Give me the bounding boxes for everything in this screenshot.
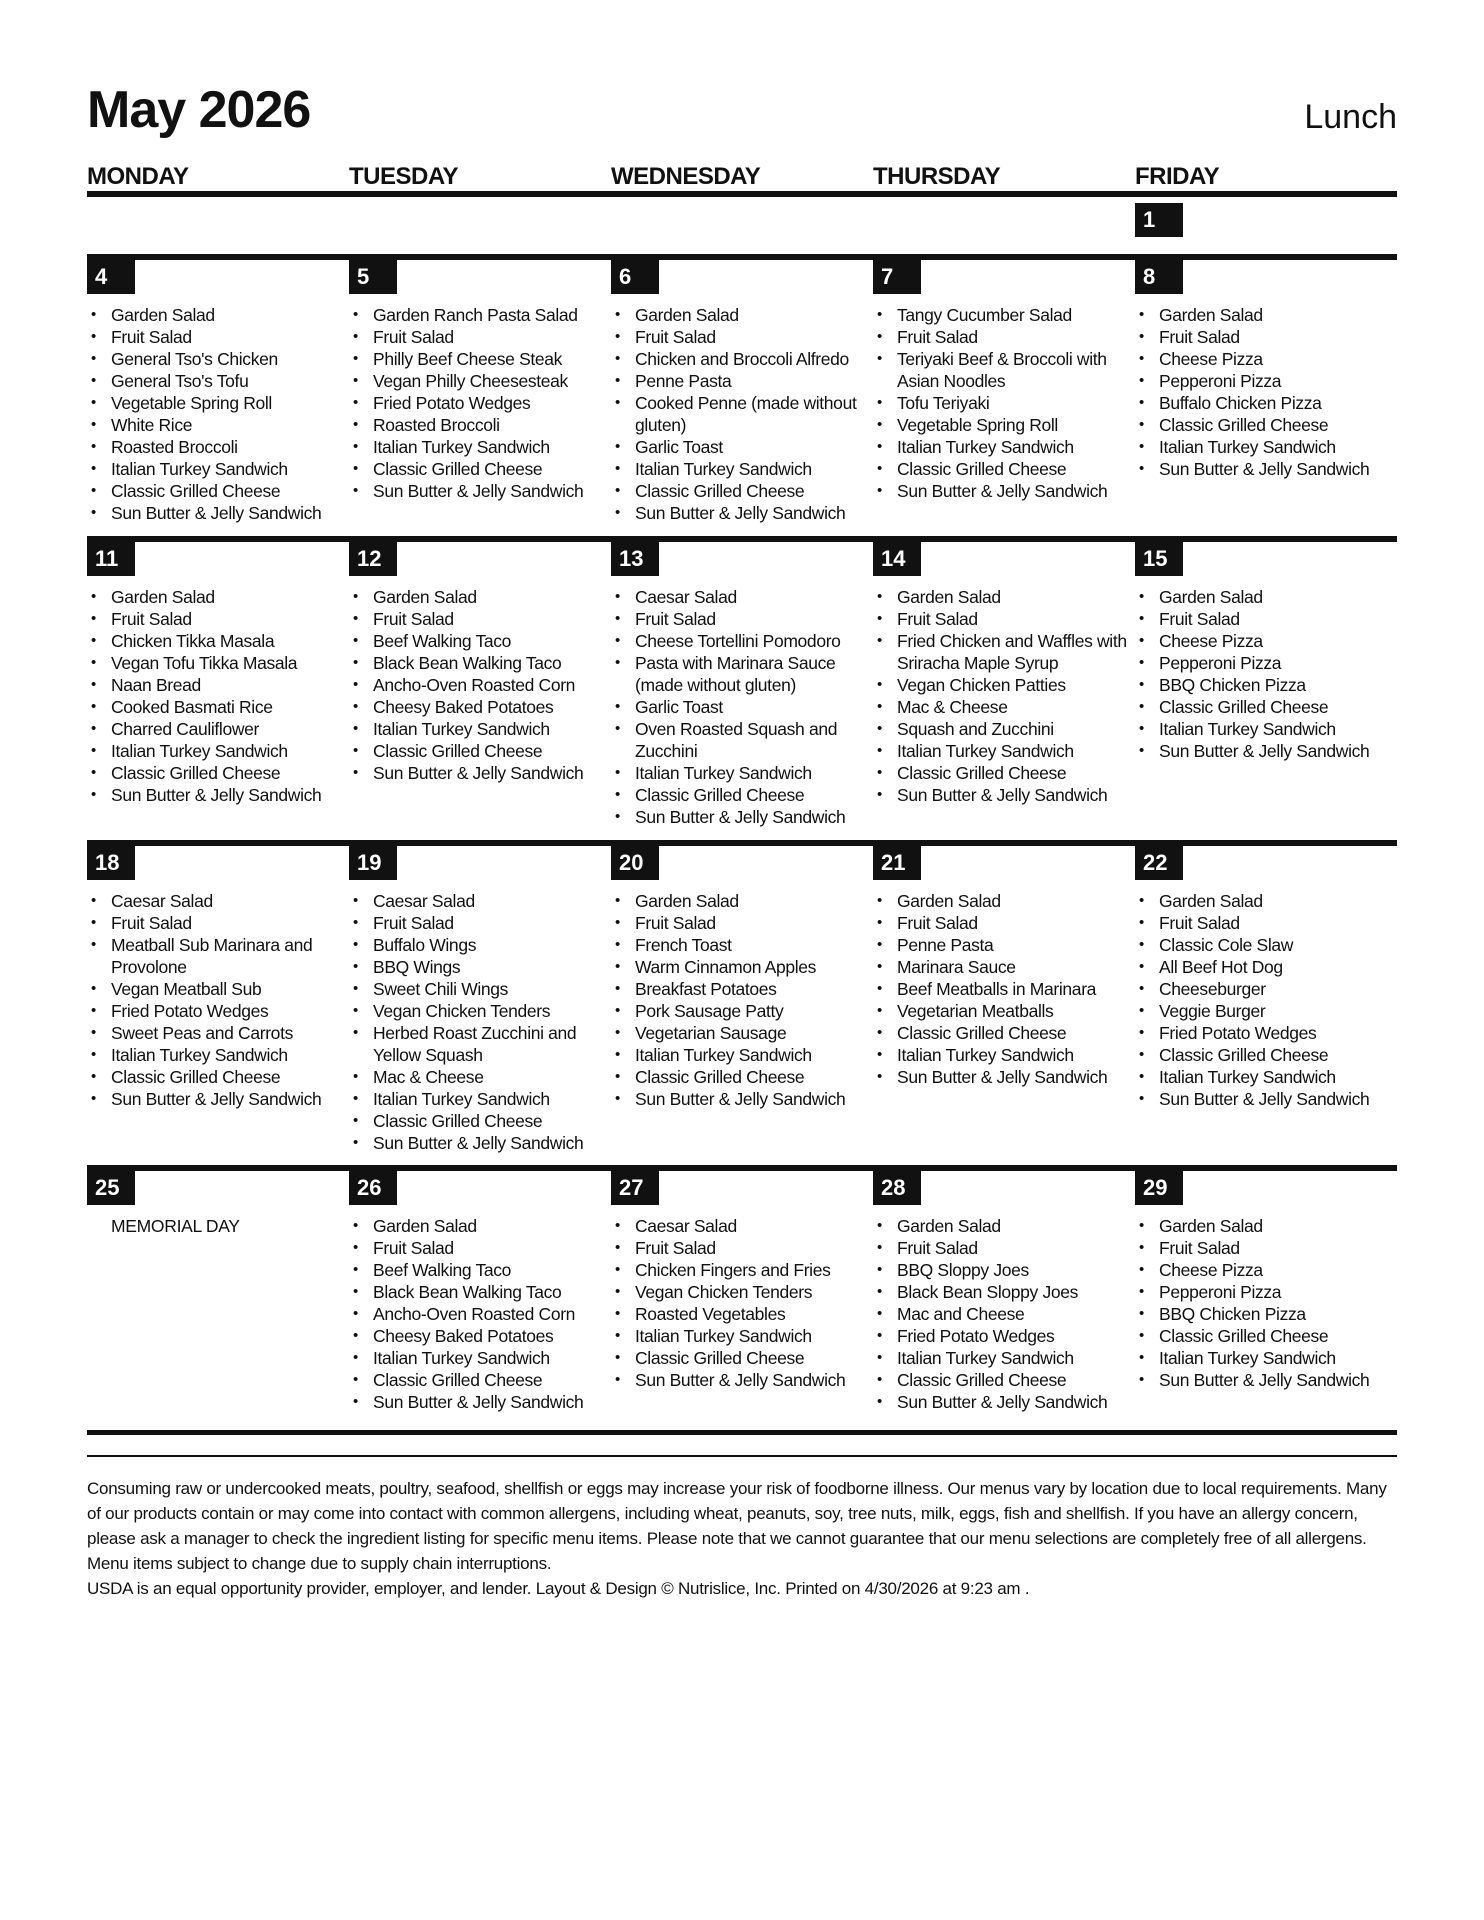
weekday-tuesday: TUESDAY (349, 163, 458, 190)
menu-item: • Garden Salad (373, 586, 611, 608)
weekday-thursday: THURSDAY (873, 163, 1001, 190)
menu-item: • Italian Turkey Sandwich (897, 436, 1135, 458)
menu-item-list (873, 586, 1135, 806)
menu-item: • Pepperoni Pizza (1159, 370, 1397, 392)
menu-item: • Ancho-Oven Roasted Corn (373, 674, 611, 696)
bottom-divider-thin (87, 1455, 1397, 1457)
menu-item: • Garden Salad (1159, 304, 1397, 326)
menu-item: • French Toast (635, 934, 873, 956)
month-title: May 2026 (87, 81, 311, 139)
menu-item: • Classic Grilled Cheese (111, 1066, 349, 1088)
menu-item: • Beef Meatballs in Marinara (897, 978, 1135, 1000)
menu-item: • Fruit Salad (111, 326, 349, 348)
menu-item: • Cheeseburger (1159, 978, 1397, 1000)
menu-item: • Sun Butter & Jelly Sandwich (1159, 458, 1397, 480)
menu-item: • Italian Turkey Sandwich (897, 740, 1135, 762)
menu-item-list (611, 304, 873, 524)
menu-item: • Fried Potato Wedges (373, 392, 611, 414)
menu-item: • Fruit Salad (635, 1237, 873, 1259)
menu-item: • Fruit Salad (1159, 326, 1397, 348)
menu-item: • Beef Walking Taco (373, 630, 611, 652)
footer-disclaimer (87, 1476, 1397, 1601)
day-number-badge: 13 (611, 542, 659, 576)
menu-item: • Italian Turkey Sandwich (111, 1044, 349, 1066)
menu-item: • Penne Pasta (635, 370, 873, 392)
day-number-badge: 12 (349, 542, 397, 576)
menu-item: • Sun Butter & Jelly Sandwich (635, 502, 873, 524)
menu-item: • Caesar Salad (111, 890, 349, 912)
menu-item: • Sun Butter & Jelly Sandwich (897, 784, 1135, 806)
menu-item: • Garden Salad (897, 890, 1135, 912)
menu-item: • Italian Turkey Sandwich (373, 1088, 611, 1110)
menu-item-list (349, 890, 611, 1154)
menu-item: • Cheesy Baked Potatoes (373, 1325, 611, 1347)
day-number-badge: 14 (873, 542, 921, 576)
menu-item: • Fried Potato Wedges (897, 1325, 1135, 1347)
menu-item: • Classic Grilled Cheese (897, 762, 1135, 784)
menu-item: • Fruit Salad (111, 912, 349, 934)
menu-item-list (873, 304, 1135, 502)
weekday-wednesday: WEDNESDAY (611, 163, 761, 190)
menu-item: • Fruit Salad (373, 608, 611, 630)
menu-item: • Italian Turkey Sandwich (635, 1325, 873, 1347)
day-number-badge: 18 (87, 846, 135, 880)
menu-item: • Breakfast Potatoes (635, 978, 873, 1000)
menu-item: • Teriyaki Beef & Broccoli with Asian Noodles (897, 348, 1135, 392)
menu-item: • Classic Grilled Cheese (897, 458, 1135, 480)
day-number-badge: 21 (873, 846, 921, 880)
menu-item: • Classic Cole Slaw (1159, 934, 1397, 956)
menu-item-list (611, 586, 873, 828)
day-number-badge: 29 (1135, 1171, 1183, 1205)
menu-item: • Italian Turkey Sandwich (635, 458, 873, 480)
menu-item: • Garlic Toast (635, 696, 873, 718)
menu-item: • Vegan Chicken Tenders (635, 1281, 873, 1303)
day-number-badge: 28 (873, 1171, 921, 1205)
menu-item: • BBQ Chicken Pizza (1159, 1303, 1397, 1325)
menu-item: • Classic Grilled Cheese (373, 458, 611, 480)
menu-item: • Ancho-Oven Roasted Corn (373, 1303, 611, 1325)
menu-item: • Warm Cinnamon Apples (635, 956, 873, 978)
menu-item: • Vegetable Spring Roll (897, 414, 1135, 436)
menu-item: • Italian Turkey Sandwich (635, 762, 873, 784)
menu-item: • Classic Grilled Cheese (635, 1066, 873, 1088)
menu-item: • Pork Sausage Patty (635, 1000, 873, 1022)
menu-item: • Black Bean Walking Taco (373, 1281, 611, 1303)
menu-item: • Fruit Salad (1159, 608, 1397, 630)
menu-item-list (873, 1215, 1135, 1413)
menu-item: • Classic Grilled Cheese (1159, 1044, 1397, 1066)
usda-statement: USDA is an equal opportunity provider, employer, and lender. Layout & Design © Nutrislice, Inc. Printed on 4/30/2026 at 9:23 am . (87, 1579, 1030, 1598)
day-number-badge: 27 (611, 1171, 659, 1205)
menu-item: • Sun Butter & Jelly Sandwich (1159, 740, 1397, 762)
menu-item: • Classic Grilled Cheese (1159, 696, 1397, 718)
menu-item: • Garden Salad (1159, 1215, 1397, 1237)
menu-item-list (611, 1215, 873, 1391)
menu-item: • Garden Salad (373, 1215, 611, 1237)
menu-item: • BBQ Sloppy Joes (897, 1259, 1135, 1281)
holiday-note: MEMORIAL DAY (111, 1216, 240, 1236)
menu-item: • Fruit Salad (111, 608, 349, 630)
menu-item: • Pepperoni Pizza (1159, 1281, 1397, 1303)
menu-item: • Vegetarian Meatballs (897, 1000, 1135, 1022)
menu-item: • Chicken and Broccoli Alfredo (635, 348, 873, 370)
day-number-badge: 26 (349, 1171, 397, 1205)
day-number-badge: 19 (349, 846, 397, 880)
menu-item: • Vegan Tofu Tikka Masala (111, 652, 349, 674)
menu-item-list (349, 304, 611, 502)
menu-item: • Penne Pasta (897, 934, 1135, 956)
menu-item: • Chicken Fingers and Fries (635, 1259, 873, 1281)
menu-item: • Italian Turkey Sandwich (1159, 1347, 1397, 1369)
day-number-badge: 6 (611, 260, 659, 294)
menu-item: • Italian Turkey Sandwich (897, 1347, 1135, 1369)
menu-item: • Classic Grilled Cheese (373, 1110, 611, 1132)
menu-item-list (1135, 304, 1397, 480)
menu-item: • Mac & Cheese (373, 1066, 611, 1088)
menu-item: • Fruit Salad (1159, 1237, 1397, 1259)
menu-item: • Sun Butter & Jelly Sandwich (897, 480, 1135, 502)
menu-item: • General Tso's Tofu (111, 370, 349, 392)
menu-item: • Vegan Chicken Patties (897, 674, 1135, 696)
menu-item-list (87, 304, 349, 524)
menu-item-list (873, 890, 1135, 1088)
menu-item: • Veggie Burger (1159, 1000, 1397, 1022)
menu-item: • Sun Butter & Jelly Sandwich (635, 1369, 873, 1391)
menu-item: • Sun Butter & Jelly Sandwich (1159, 1369, 1397, 1391)
menu-item: • Vegan Meatball Sub (111, 978, 349, 1000)
menu-item: • Classic Grilled Cheese (635, 480, 873, 502)
menu-item: • Cheesy Baked Potatoes (373, 696, 611, 718)
week-divider (87, 1165, 1397, 1171)
menu-item: • Mac and Cheese (897, 1303, 1135, 1325)
menu-item: • Tofu Teriyaki (897, 392, 1135, 414)
menu-item: • Fruit Salad (373, 912, 611, 934)
menu-item: • Mac & Cheese (897, 696, 1135, 718)
menu-item: • Caesar Salad (373, 890, 611, 912)
menu-item: • Sun Butter & Jelly Sandwich (373, 480, 611, 502)
menu-item: • Cooked Basmati Rice (111, 696, 349, 718)
menu-item: • Meatball Sub Marinara and Provolone (111, 934, 349, 978)
menu-item: • Oven Roasted Squash and Zucchini (635, 718, 873, 762)
day-number-badge: 25 (87, 1171, 135, 1205)
menu-item: • Fruit Salad (635, 326, 873, 348)
menu-item: • Fruit Salad (373, 326, 611, 348)
menu-item: • Buffalo Wings (373, 934, 611, 956)
menu-item: • Fruit Salad (1159, 912, 1397, 934)
menu-item: • Italian Turkey Sandwich (635, 1044, 873, 1066)
menu-item: • Vegan Chicken Tenders (373, 1000, 611, 1022)
menu-item-list (349, 586, 611, 784)
menu-item: • Philly Beef Cheese Steak (373, 348, 611, 370)
day-number-badge: 1 (1135, 203, 1183, 237)
menu-item: • Garden Salad (1159, 890, 1397, 912)
menu-item: • Marinara Sauce (897, 956, 1135, 978)
week-divider (87, 536, 1397, 542)
menu-item: • Cooked Penne (made without gluten) (635, 392, 873, 436)
menu-item: • Classic Grilled Cheese (635, 1347, 873, 1369)
menu-item: • Sun Butter & Jelly Sandwich (897, 1066, 1135, 1088)
menu-item: • Classic Grilled Cheese (373, 740, 611, 762)
menu-item: • Caesar Salad (635, 586, 873, 608)
weekday-monday: MONDAY (87, 163, 189, 190)
weekday-header-row (87, 163, 1397, 197)
menu-item: • Fruit Salad (635, 912, 873, 934)
day-number-badge: 4 (87, 260, 135, 294)
menu-item: • Garlic Toast (635, 436, 873, 458)
menu-item: • Sun Butter & Jelly Sandwich (635, 806, 873, 828)
menu-item: • Italian Turkey Sandwich (373, 1347, 611, 1369)
menu-item: • Fried Potato Wedges (111, 1000, 349, 1022)
menu-item: • Italian Turkey Sandwich (1159, 436, 1397, 458)
menu-item: • Fruit Salad (897, 1237, 1135, 1259)
menu-item: • General Tso's Chicken (111, 348, 349, 370)
menu-item: • Naan Bread (111, 674, 349, 696)
menu-item: • Classic Grilled Cheese (897, 1369, 1135, 1391)
menu-item: • Garden Salad (111, 304, 349, 326)
menu-item: • Fruit Salad (897, 912, 1135, 934)
menu-item: • Sun Butter & Jelly Sandwich (111, 502, 349, 524)
menu-item-list (349, 1215, 611, 1413)
menu-item-list (611, 890, 873, 1110)
menu-item: • Squash and Zucchini (897, 718, 1135, 740)
menu-item: • Fruit Salad (635, 608, 873, 630)
menu-item: • Garden Salad (111, 586, 349, 608)
menu-item: • Buffalo Chicken Pizza (1159, 392, 1397, 414)
menu-item: • Sun Butter & Jelly Sandwich (1159, 1088, 1397, 1110)
menu-item: • Roasted Broccoli (111, 436, 349, 458)
menu-item: • Italian Turkey Sandwich (373, 718, 611, 740)
menu-item: • Classic Grilled Cheese (1159, 1325, 1397, 1347)
menu-item: • Sun Butter & Jelly Sandwich (897, 1391, 1135, 1413)
menu-item: • Vegan Philly Cheesesteak (373, 370, 611, 392)
week-divider (87, 840, 1397, 846)
menu-item: • Cheese Tortellini Pomodoro (635, 630, 873, 652)
menu-item: • Black Bean Walking Taco (373, 652, 611, 674)
menu-item: • Garden Salad (635, 304, 873, 326)
menu-item: • Vegetarian Sausage (635, 1022, 873, 1044)
menu-item: • Chicken Tikka Masala (111, 630, 349, 652)
menu-item: • Sweet Peas and Carrots (111, 1022, 349, 1044)
menu-item: • Tangy Cucumber Salad (897, 304, 1135, 326)
menu-item: • White Rice (111, 414, 349, 436)
menu-item: • Herbed Roast Zucchini and Yellow Squash (373, 1022, 611, 1066)
menu-item: • Sweet Chili Wings (373, 978, 611, 1000)
menu-item: • Garden Salad (1159, 586, 1397, 608)
menu-item: • Italian Turkey Sandwich (111, 458, 349, 480)
menu-item: • Cheese Pizza (1159, 630, 1397, 652)
menu-item: • Italian Turkey Sandwich (111, 740, 349, 762)
menu-item-list (1135, 586, 1397, 762)
day-number-badge: 20 (611, 846, 659, 880)
menu-item: • Italian Turkey Sandwich (373, 436, 611, 458)
menu-item: • Classic Grilled Cheese (897, 1022, 1135, 1044)
menu-item: • Sun Butter & Jelly Sandwich (111, 784, 349, 806)
menu-item: • Italian Turkey Sandwich (1159, 1066, 1397, 1088)
day-number-badge: 7 (873, 260, 921, 294)
menu-item: • Fried Chicken and Waffles with Sriracha Maple Syrup (897, 630, 1135, 674)
menu-item: • Sun Butter & Jelly Sandwich (635, 1088, 873, 1110)
menu-item-list (1135, 890, 1397, 1110)
menu-item: • Classic Grilled Cheese (111, 762, 349, 784)
menu-item: • Cheese Pizza (1159, 348, 1397, 370)
menu-item: • Roasted Broccoli (373, 414, 611, 436)
menu-item: • Italian Turkey Sandwich (1159, 718, 1397, 740)
day-number-badge: 11 (87, 542, 135, 576)
menu-item: • All Beef Hot Dog (1159, 956, 1397, 978)
day-number-badge: 8 (1135, 260, 1183, 294)
day-number-badge: 22 (1135, 846, 1183, 880)
menu-item: • Sun Butter & Jelly Sandwich (373, 1132, 611, 1154)
weekday-friday: FRIDAY (1135, 163, 1220, 190)
menu-item: • Classic Grilled Cheese (111, 480, 349, 502)
menu-item: • Black Bean Sloppy Joes (897, 1281, 1135, 1303)
menu-item: • Cheese Pizza (1159, 1259, 1397, 1281)
menu-item: • Classic Grilled Cheese (1159, 414, 1397, 436)
menu-item: • Charred Cauliflower (111, 718, 349, 740)
menu-item: • Pasta with Marinara Sauce (made without gluten) (635, 652, 873, 696)
menu-item: • Fruit Salad (897, 608, 1135, 630)
menu-item-list (87, 586, 349, 806)
menu-item-list (1135, 1215, 1397, 1391)
menu-item: • BBQ Chicken Pizza (1159, 674, 1397, 696)
menu-item: • Fruit Salad (373, 1237, 611, 1259)
menu-item: • Roasted Vegetables (635, 1303, 873, 1325)
menu-item: • Classic Grilled Cheese (635, 784, 873, 806)
menu-item-list (87, 890, 349, 1110)
menu-item: • Pepperoni Pizza (1159, 652, 1397, 674)
meal-type-label: Lunch (1304, 98, 1397, 136)
menu-item: • Garden Ranch Pasta Salad (373, 304, 611, 326)
menu-item: • Fried Potato Wedges (1159, 1022, 1397, 1044)
menu-item: • Sun Butter & Jelly Sandwich (373, 762, 611, 784)
allergen-disclaimer: Consuming raw or undercooked meats, poultry, seafood, shellfish or eggs may increase your risk of foodborne illness. Our menus vary by location due to local requirements. Many of our products contain or may come into contact with common allergens, including wheat, peanuts, soy, tree nuts, milk, eggs, fish and shellfish. If you have an allergy concern, please ask a manager to check the ingredient listing for specific menu items. Please note that we cannot guarantee that our menu selections are completely free of all allergens. Menu items subject to change due to supply chain interruptions. (87, 1479, 1387, 1573)
day-number-badge: 5 (349, 260, 397, 294)
menu-item: • BBQ Wings (373, 956, 611, 978)
bottom-divider (87, 1430, 1397, 1435)
menu-item: • Sun Butter & Jelly Sandwich (373, 1391, 611, 1413)
menu-item: • Caesar Salad (635, 1215, 873, 1237)
menu-item: • Garden Salad (897, 586, 1135, 608)
menu-item: • Sun Butter & Jelly Sandwich (111, 1088, 349, 1110)
day-number-badge: 15 (1135, 542, 1183, 576)
week-divider (87, 254, 1397, 260)
menu-item: • Vegetable Spring Roll (111, 392, 349, 414)
menu-item: • Beef Walking Taco (373, 1259, 611, 1281)
menu-item: • Italian Turkey Sandwich (897, 1044, 1135, 1066)
menu-item: • Fruit Salad (897, 326, 1135, 348)
menu-item: • Classic Grilled Cheese (373, 1369, 611, 1391)
menu-item: • Garden Salad (635, 890, 873, 912)
menu-item: • Garden Salad (897, 1215, 1135, 1237)
